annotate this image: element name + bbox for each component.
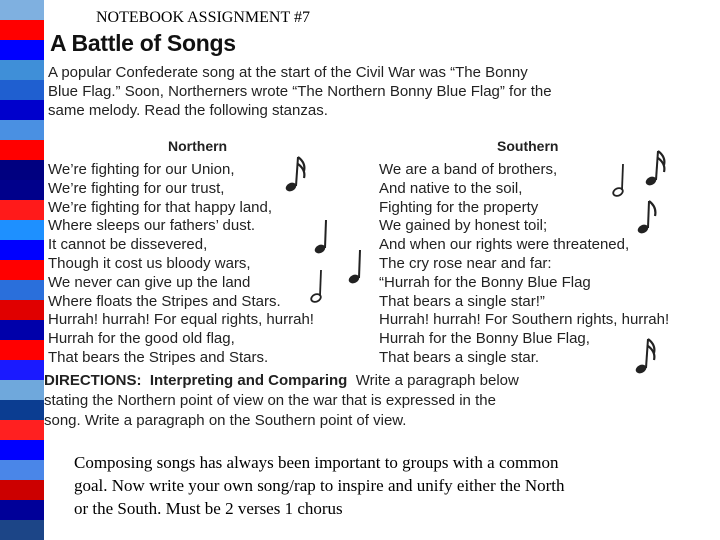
stripe-segment	[0, 340, 44, 361]
stripe-segment	[0, 140, 44, 161]
stripe-segment	[0, 260, 44, 281]
stripe-segment	[0, 60, 44, 81]
directions-subheading: Interpreting and Comparing	[149, 372, 348, 389]
stripe-segment	[0, 500, 44, 521]
intro-line: Blue Flag.” Soon, Northerners wrote “The Northern Bonny Blue Flag” for the	[48, 83, 552, 100]
stanza-line: We never can give up the land	[48, 273, 251, 291]
directions-block	[44, 371, 704, 431]
directions-line: stating the Northern point of view on the war that is expressed in the	[44, 392, 496, 409]
stanza-line: Hurrah! hurrah! For equal rights, hurrah!	[48, 311, 314, 329]
page-title: A Battle of Songs	[50, 30, 236, 56]
stripe-segment	[0, 300, 44, 321]
stanza-line: Fighting for the property	[379, 198, 539, 216]
eighth-note-icon	[634, 198, 658, 236]
sixteenth-note-icon	[284, 154, 310, 194]
half-note-icon	[308, 268, 328, 306]
directions-text: Write a paragraph below	[355, 372, 519, 389]
stripe-segment	[0, 0, 44, 21]
stanza-line: We’re fighting for that happy land,	[48, 198, 273, 216]
stripe-segment	[0, 480, 44, 501]
stripe-segment	[0, 100, 44, 121]
prompt-line: Composing songs has always been important to groups with a common	[74, 453, 559, 472]
stanza-line: Though it cost us bloody wars,	[48, 254, 251, 272]
stripe-segment	[0, 400, 44, 421]
intro-paragraph	[48, 63, 648, 120]
stripe-segment	[0, 420, 44, 441]
stanza-line: Where sleeps our fathers’ dust.	[48, 217, 256, 235]
stripe-segment	[0, 360, 44, 381]
stanza-line: “Hurrah for the Bonny Blue Flag	[379, 273, 591, 291]
stripe-segment	[0, 180, 44, 201]
northern-stanza	[48, 161, 314, 368]
assignment-prompt	[74, 451, 714, 520]
prompt-line: or the South. Must be 2 verses 1 chorus	[74, 499, 343, 518]
stanza-line: We’re fighting for our trust,	[48, 179, 225, 197]
stripe-segment	[0, 40, 44, 61]
stripe-segment	[0, 280, 44, 301]
half-note-icon	[610, 162, 630, 200]
sixteenth-note-icon	[644, 148, 670, 188]
stripe-segment	[0, 220, 44, 241]
stanza-line: We gained by honest toil;	[379, 217, 548, 235]
directions-line: song. Write a paragraph on the Southern point of view.	[44, 412, 407, 429]
stanza-line: We’re fighting for our Union,	[48, 161, 235, 178]
stanza-line: The cry rose near and far:	[379, 254, 552, 272]
stanza-line: That bears a single star.	[379, 348, 540, 366]
stanza-line: And native to the soil,	[379, 179, 523, 197]
stanza-line: Hurrah for the good old flag,	[48, 330, 235, 348]
stripe-segment	[0, 200, 44, 221]
assignment-header: NOTEBOOK ASSIGNMENT #7	[96, 9, 310, 26]
directions-line	[44, 371, 704, 391]
stanza-line: It cannot be dissevered,	[48, 236, 208, 254]
stripe-segment	[0, 460, 44, 481]
stripe-segment	[0, 440, 44, 461]
quarter-note-icon	[312, 218, 332, 256]
stripe-segment	[0, 80, 44, 101]
stripe-segment	[0, 380, 44, 401]
stanza-line: We are a band of brothers,	[379, 161, 558, 178]
sixteenth-note-icon	[634, 336, 660, 376]
stripe-segment	[0, 240, 44, 261]
intro-line: A popular Confederate song at the start of the Civil War was “The Bonny	[48, 64, 528, 81]
stanza-line: Hurrah for the Bonny Blue Flag,	[379, 330, 590, 348]
decorative-stripe-bar	[0, 0, 44, 540]
stanza-line: That bears the Stripes and Stars.	[48, 348, 269, 366]
stanza-line: Where floats the Stripes and Stars.	[48, 292, 281, 310]
stanza-line: That bears a single star!”	[379, 292, 545, 310]
stripe-segment	[0, 320, 44, 341]
quarter-note-icon	[346, 248, 366, 286]
prompt-line: goal. Now write your own song/rap to inspire and unify either the North	[74, 476, 565, 495]
stripe-segment	[0, 520, 44, 540]
northern-heading: Northern	[168, 138, 228, 154]
southern-heading: Southern	[497, 138, 559, 154]
stripe-segment	[0, 20, 44, 41]
stripe-segment	[0, 120, 44, 141]
intro-line: same melody. Read the following stanzas.	[48, 102, 328, 119]
directions-label: DIRECTIONS:	[44, 372, 142, 389]
stanza-line: Hurrah! hurrah! For Southern rights, hurrah!	[379, 311, 670, 329]
stanza-line: And when our rights were threatened,	[379, 236, 630, 254]
stripe-segment	[0, 160, 44, 181]
